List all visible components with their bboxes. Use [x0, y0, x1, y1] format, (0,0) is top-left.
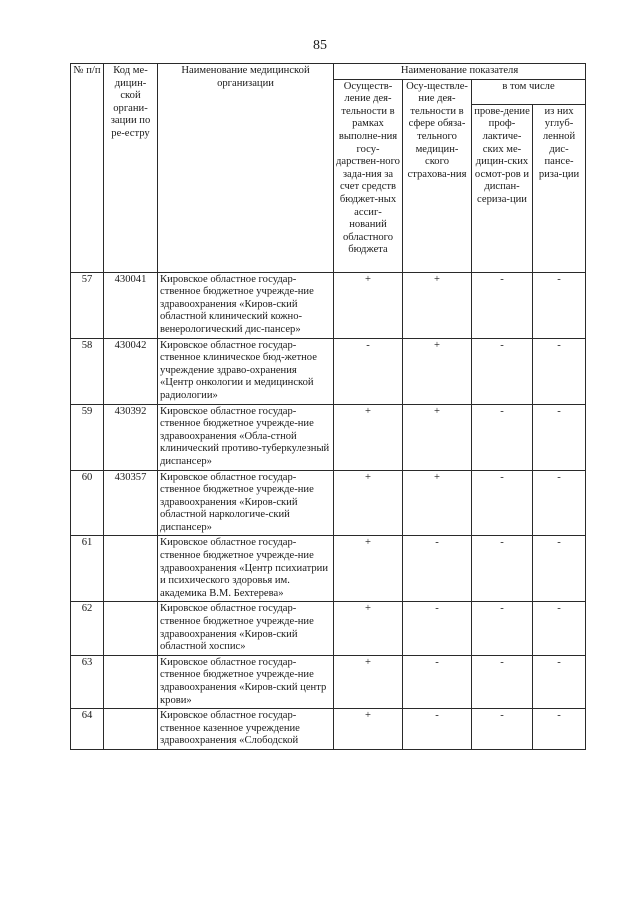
- row-org-name: Кировское областное государ-ственное бюджетное учрежде-ние здравоохранения «Обла-стной клинический противо-туберкулезный диспансер»: [158, 404, 334, 470]
- row-budget-mark: +: [334, 470, 403, 536]
- table-row: [71, 470, 586, 536]
- table-row: [71, 272, 586, 338]
- row-code: [104, 536, 158, 602]
- row-org-name: Кировское областное государ-ственное бюджетное учрежде-ние здравоохранения «Киров-ский центр крови»: [158, 655, 334, 708]
- row-deep-mark: -: [533, 470, 586, 536]
- row-no: 60: [71, 470, 104, 536]
- row-prof-mark: -: [472, 602, 533, 655]
- row-budget-mark: +: [334, 602, 403, 655]
- row-no: 64: [71, 709, 104, 750]
- table-row: [71, 338, 586, 404]
- row-code: 430357: [104, 470, 158, 536]
- row-deep-mark: -: [533, 404, 586, 470]
- row-code: [104, 709, 158, 750]
- row-deep-mark: -: [533, 602, 586, 655]
- row-deep-mark: -: [533, 272, 586, 338]
- row-deep-mark: -: [533, 655, 586, 708]
- row-oms-mark: -: [403, 536, 472, 602]
- table-body: [71, 272, 586, 749]
- row-oms-mark: -: [403, 602, 472, 655]
- organizations-table: [70, 63, 586, 750]
- table-row: [71, 404, 586, 470]
- page-number: 85: [313, 38, 327, 53]
- row-budget-mark: +: [334, 272, 403, 338]
- row-code: [104, 655, 158, 708]
- row-budget-mark: +: [334, 536, 403, 602]
- table-row: [71, 602, 586, 655]
- row-no: 63: [71, 655, 104, 708]
- row-deep-mark: -: [533, 709, 586, 750]
- table-header: [71, 64, 586, 273]
- row-no: 62: [71, 602, 104, 655]
- row-budget-mark: +: [334, 709, 403, 750]
- row-deep-mark: -: [533, 536, 586, 602]
- row-oms-mark: +: [403, 470, 472, 536]
- row-no: 59: [71, 404, 104, 470]
- row-prof-mark: -: [472, 536, 533, 602]
- row-prof-mark: -: [472, 655, 533, 708]
- row-code: 430392: [104, 404, 158, 470]
- table-row: [71, 709, 586, 750]
- row-prof-mark: -: [472, 272, 533, 338]
- row-oms-mark: -: [403, 655, 472, 708]
- row-prof-mark: -: [472, 709, 533, 750]
- row-prof-mark: -: [472, 404, 533, 470]
- header-deep: из них углуб-ленной дис-пансе-риза-ции: [533, 104, 586, 272]
- row-org-name: Кировское областное государ-ственное бюджетное учрежде-ние здравоохранения «Киров-ский областной наркологиче-ский диспансер»: [158, 470, 334, 536]
- row-deep-mark: -: [533, 338, 586, 404]
- header-including: в том числе: [472, 79, 586, 104]
- table-row: [71, 536, 586, 602]
- row-no: 58: [71, 338, 104, 404]
- row-org-name: Кировское областное государ-ственное клиническое бюд-жетное учреждение здраво-охранения «Центр онкологии и медицинской радиологии»: [158, 338, 334, 404]
- row-code: [104, 602, 158, 655]
- row-oms-mark: +: [403, 338, 472, 404]
- row-budget-mark: +: [334, 655, 403, 708]
- header-no: № п/п: [71, 64, 104, 273]
- row-budget-mark: +: [334, 404, 403, 470]
- header-name: Наименование медицинской организации: [158, 64, 334, 273]
- header-code: Код ме-дицин-ской органи-зации по ре-естру: [104, 64, 158, 273]
- row-no: 61: [71, 536, 104, 602]
- header-budget: Осуществ-ление дея-тельности в рамках выполне-ния госу-дарствен-ного зада-ния за счет средств бюджет-ных ассиг-нований областного бюджета: [334, 79, 403, 272]
- row-budget-mark: -: [334, 338, 403, 404]
- header-oms: Осу-ществле-ние дея-тельности в сфере обяза-тельного медицин-ского страхова-ния: [403, 79, 472, 272]
- header-indicator: Наименование показателя: [334, 64, 586, 80]
- row-oms-mark: +: [403, 404, 472, 470]
- row-code: 430041: [104, 272, 158, 338]
- row-prof-mark: -: [472, 338, 533, 404]
- row-org-name: Кировское областное государ-ственное бюджетное учрежде-ние здравоохранения «Киров-ский областной клинический кожно-венерологический дис-пансер»: [158, 272, 334, 338]
- header-prof: прове-дение проф-лактиче-ских ме-дицин-ских осмот-ров и диспан-сериза-ции: [472, 104, 533, 272]
- row-org-name: Кировское областное государ-ственное казенное учреждение здравоохранения «Слободской: [158, 709, 334, 750]
- table-row: [71, 655, 586, 708]
- row-org-name: Кировское областное государ-ственное бюджетное учрежде-ние здравоохранения «Киров-ский областной хоспис»: [158, 602, 334, 655]
- row-code: 430042: [104, 338, 158, 404]
- row-org-name: Кировское областное государ-ственное бюджетное учрежде-ние здравоохранения «Центр психиатрии и психического здоровья им. академика В.М. Бехтерева»: [158, 536, 334, 602]
- row-oms-mark: -: [403, 709, 472, 750]
- row-no: 57: [71, 272, 104, 338]
- row-prof-mark: -: [472, 470, 533, 536]
- row-oms-mark: +: [403, 272, 472, 338]
